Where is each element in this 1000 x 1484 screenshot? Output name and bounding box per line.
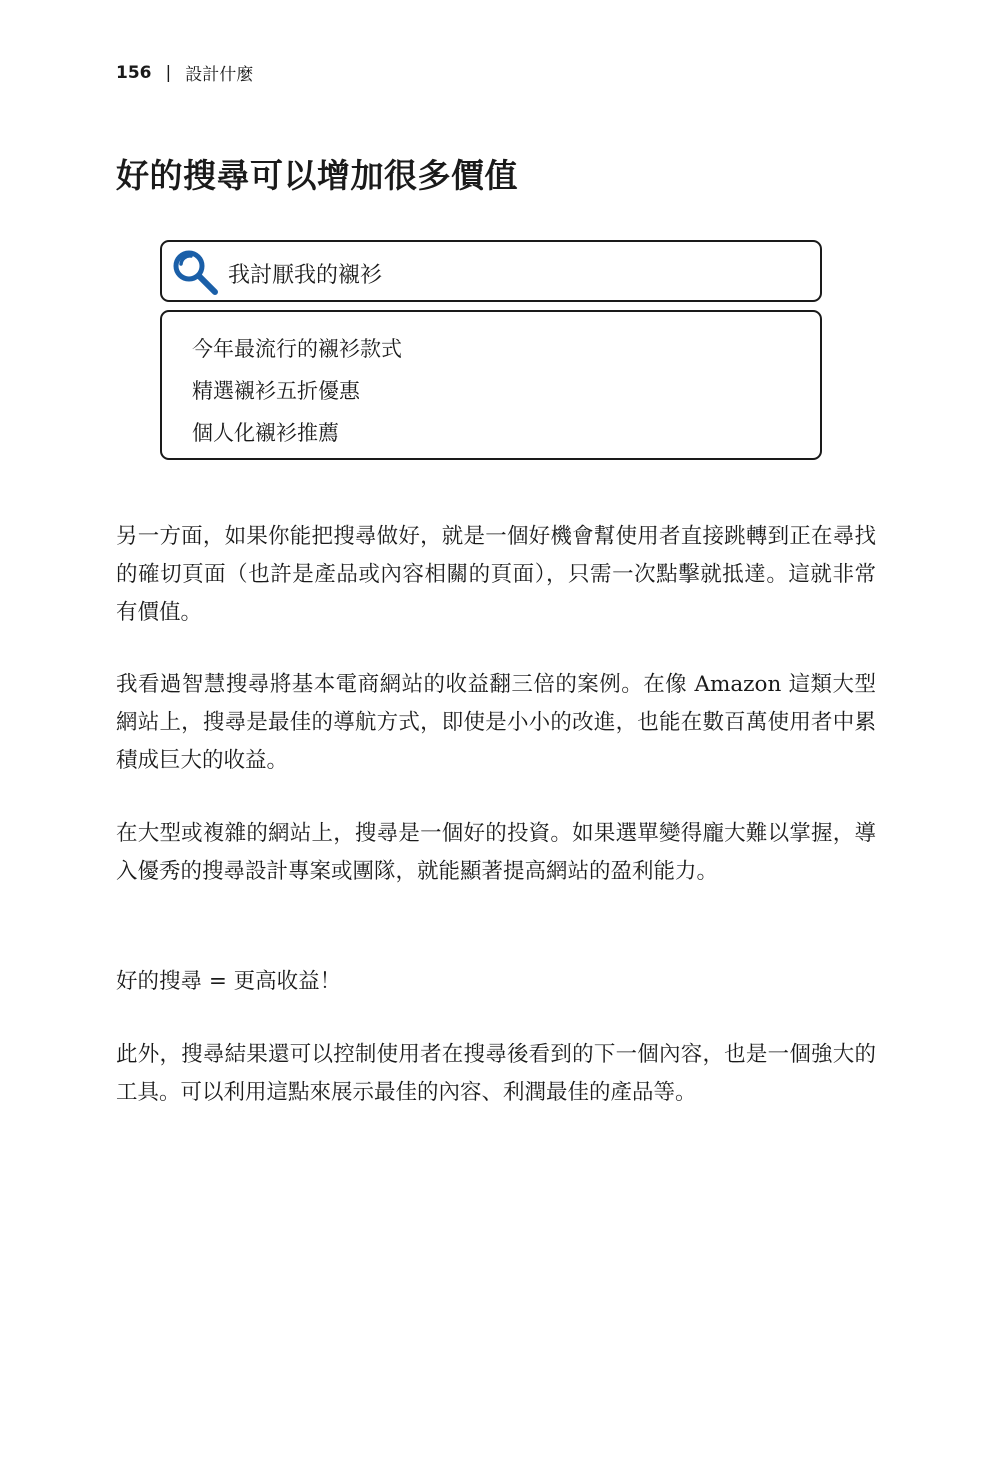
paragraph: 好的搜尋 = 更高收益！ bbox=[116, 969, 342, 994]
suggestion-item: 今年最流行的襯衫款式 bbox=[192, 337, 402, 361]
paragraph: 另一方面，如果你能把搜尋做好，就是一個好機會幫使用者直接跳轉到正在尋找的確切頁面（也許是產品或內容相關的頁面），只需一次點擊就抵達。這就非常有價值。 bbox=[116, 524, 876, 625]
running-header bbox=[116, 60, 253, 85]
header-separator: | bbox=[165, 62, 172, 83]
section-title: 好的搜尋可以增加很多價值 bbox=[116, 156, 518, 195]
magnifier-icon bbox=[170, 248, 222, 296]
search-query: 我討厭我的襯衫 bbox=[228, 263, 383, 288]
page-number: 156 bbox=[116, 62, 152, 83]
search-suggestions bbox=[160, 310, 822, 460]
book-title: 設計什麼 bbox=[185, 65, 254, 85]
suggestion-item: 個人化襯衫推薦 bbox=[192, 421, 339, 445]
search-box-illustration bbox=[160, 240, 822, 302]
paragraph: 在大型或複雜的網站上，搜尋是一個好的投資。如果選單變得龐大難以掌握，導入優秀的搜尋設計專案或團隊，就能顯著提高網站的盈利能力。 bbox=[116, 821, 876, 884]
paragraph: 我看過智慧搜尋將基本電商網站的收益翻三倍的案例。在像 Amazon 這類大型網站上，搜尋是最佳的導航方式，即使是小小的改進，也能在數百萬使用者中累積成巨大的收益。 bbox=[116, 672, 876, 773]
paragraph: 此外，搜尋結果還可以控制使用者在搜尋後看到的下一個內容，也是一個強大的工具。可以利用這點來展示最佳的內容、利潤最佳的產品等。 bbox=[116, 1042, 876, 1105]
suggestion-item: 精選襯衫五折優惠 bbox=[192, 379, 360, 403]
